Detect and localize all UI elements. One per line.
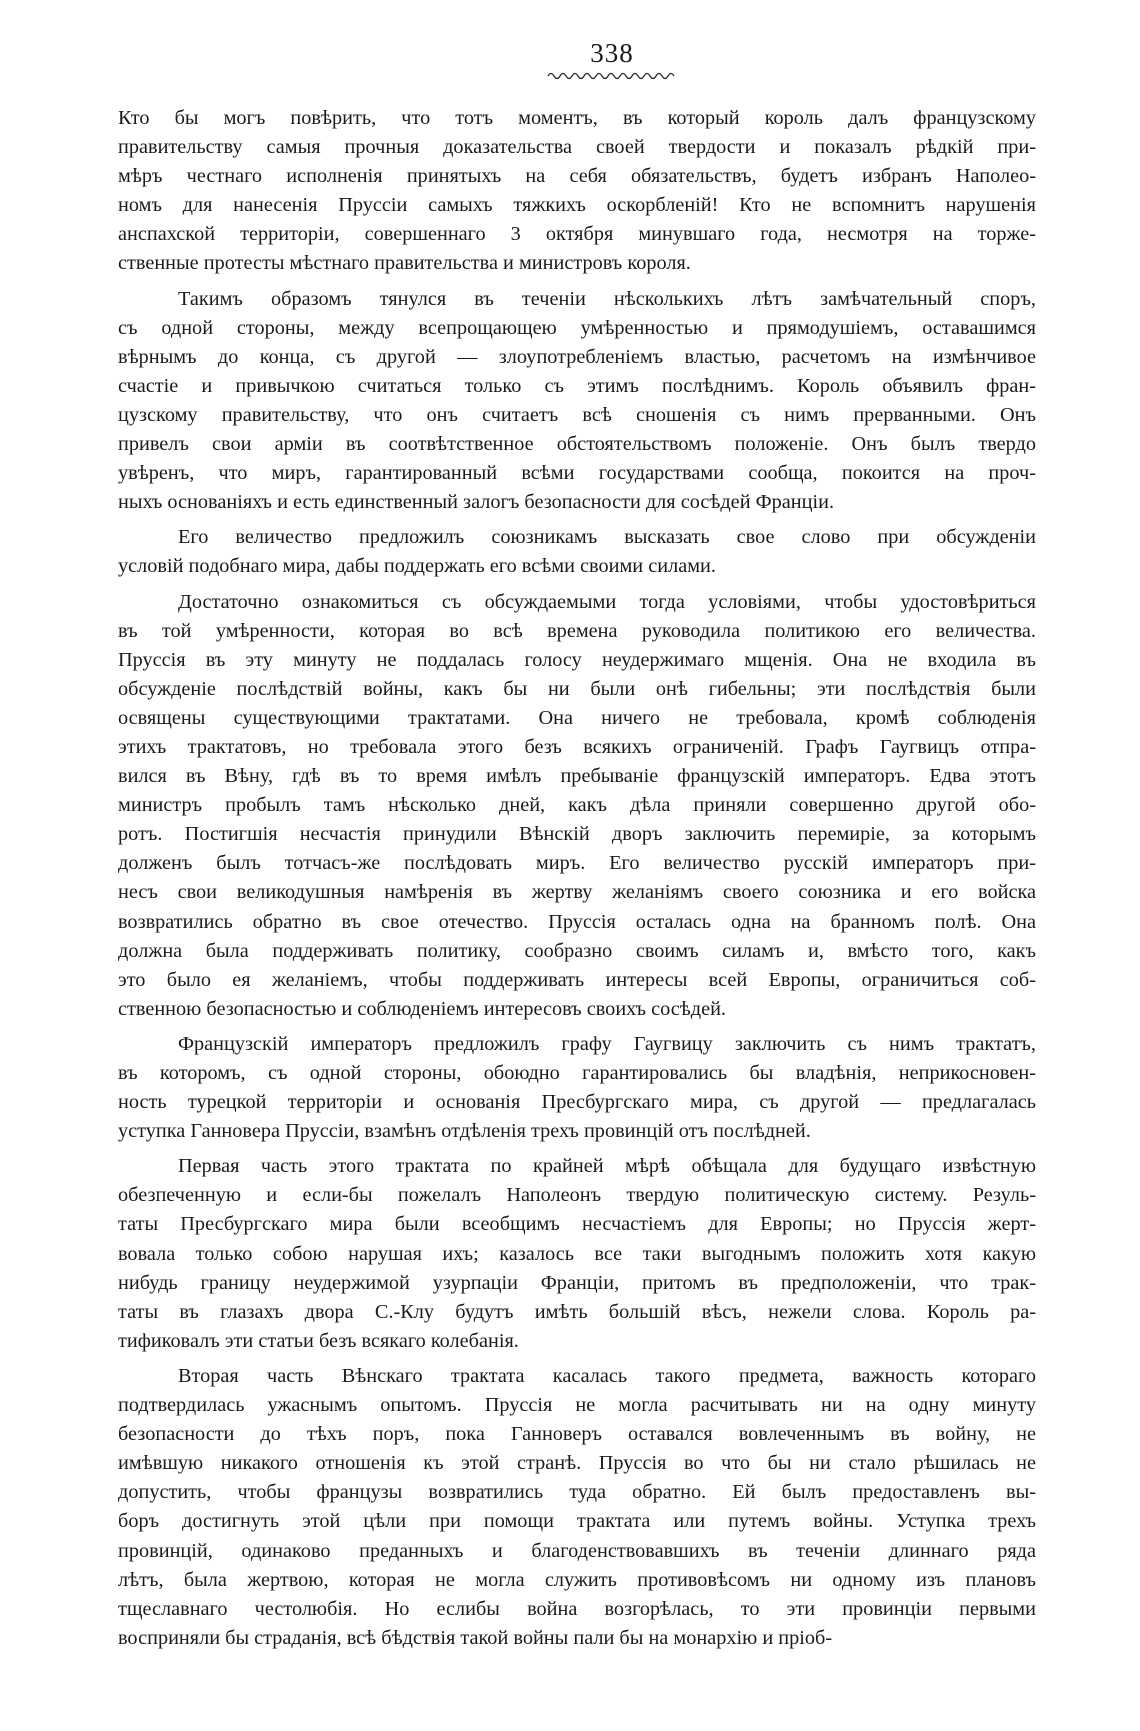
text-line: вовала только собою нарушая ихъ; казалось все таки выгоднымъ положить хотя какую — [118, 1242, 1036, 1265]
text-line: несъ свои великодушныя намѣренія въ жертву желаніямъ своего союзника и его войска — [118, 881, 1036, 904]
text-line: таты въ глазахъ двора С.-Клу будутъ имѣть большій вѣсъ, нежели слова. Король ра- — [118, 1300, 1036, 1323]
text-line: Пруссія въ эту минуту не поддалась голосу неудержимаго мщенія. Она не входила въ — [118, 648, 1036, 671]
text-line: Вторая часть Вѣнскаго трактата касалась такого предмета, важность котораго — [178, 1364, 1036, 1387]
text-line: въ той умѣренности, которая во всѣ времена руководила политикою его величества. — [118, 619, 1036, 642]
text-line: уступка Ганновера Пруссіи, взамѣнъ отдѣленія трехъ провинцій отъ послѣдней. — [118, 1120, 811, 1143]
text-line: ротъ. Постигшія несчастія принудили Вѣнскій дворъ заключить перемиріе, за которымъ — [118, 823, 1036, 846]
text-line: боръ достигнуть этой цѣли при помощи трактата или путемъ войны. Уступка трехъ — [118, 1510, 1036, 1533]
text-line: тщеславнаго честолюбія. Но еслибы война возгорѣлась, то эти провинціи первыми — [118, 1597, 1036, 1620]
text-line: обезпеченную и если-бы пожелалъ Наполеонъ твердую политическую систему. Резуль- — [118, 1184, 1036, 1207]
text-line: Французскій императоръ предложилъ графу Гаугвицу заключить съ нимъ трактатъ, — [178, 1032, 1036, 1055]
text-line: вѣрнымъ до конца, съ другой — злоупотребленіемъ властью, расчетомъ на измѣнчивое — [118, 345, 1036, 368]
text-line: подтвердилась ужаснымъ опытомъ. Пруссія не могла расчитывать ни на одну минуту — [118, 1394, 1036, 1417]
text-line: нибудь границу неудержимой узурпаціи Франціи, притомъ въ предположеніи, что трак- — [118, 1271, 1036, 1294]
text-line: тификовалъ эти статьи безъ всякаго колебанія. — [118, 1329, 519, 1352]
text-line: съ одной стороны, между всепрощающею умѣренностью и прямодушіемъ, оставашимся — [118, 316, 1036, 339]
text-line: привелъ свои арміи въ соотвѣтственное обстоятельствомъ положеніе. Онъ былъ твердо — [118, 433, 1036, 456]
text-line: обсужденіе послѣдствій войны, какъ бы ни были онѣ гибельны; эти послѣдствія были — [118, 677, 1036, 700]
text-line: таты Пресбургскаго мира были всеобщимъ несчастіемъ для Европы; но Пруссія жерт- — [118, 1213, 1036, 1236]
paragraph — [118, 104, 1036, 279]
paragraph — [118, 588, 1036, 1024]
text-line: восприняли бы страданія, всѣ бѣдствія такой войны пали бы на монархію и пріоб- — [118, 1626, 833, 1649]
text-line: министръ пробылъ тамъ нѣсколько дней, какъ дѣла приняли совершенно другой обо- — [118, 794, 1036, 817]
text-line: цузскому правительству, что онъ считаетъ всѣ сношенія съ нимъ прерванными. Онъ — [118, 403, 1036, 426]
text-line: вился въ Вѣну, гдѣ въ то время имѣлъ пребываніе французскій императоръ. Едва этотъ — [118, 765, 1036, 788]
text-line: должна была поддерживать политику, сообразно своимъ силамъ и, вмѣсто того, какъ — [118, 939, 1036, 962]
paragraph — [118, 1152, 1036, 1356]
text-line: Его величество предложилъ союзникамъ высказать свое слово при обсужденіи — [178, 526, 1036, 549]
wavy-ornament-icon — [546, 70, 678, 82]
text-line: Такимъ образомъ тянулся въ теченіи нѣсколькихъ лѣтъ замѣчательный споръ, — [178, 287, 1036, 310]
text-line: условій подобнаго мира, дабы поддержать его всѣми своими силами. — [118, 555, 716, 578]
text-line: номъ для нанесенія Пруссіи самыхъ тяжкихъ оскорбленій! Кто не вспомнитъ нарушенія — [118, 194, 1036, 217]
text-line: ность турецкой территоріи и основанія Пресбургскаго мира, съ другой — предлагалась — [118, 1091, 1036, 1114]
paragraph — [118, 1030, 1036, 1146]
text-line: мѣръ честнаго исполненія принятыхъ на себя обязательствъ, будетъ избранъ Наполео- — [118, 165, 1036, 188]
text-line: правительству самыя прочныя доказательства своей твердости и показалъ рѣдкій при- — [118, 136, 1036, 159]
text-line: долженъ былъ тотчасъ-же послѣдовать миръ. Его величество русскій императоръ при- — [118, 852, 1036, 875]
paragraph — [118, 523, 1036, 581]
text-line: возвратились обратно въ свое отечество. Пруссія осталась одна на бранномъ полѣ. Она — [118, 910, 1036, 933]
paragraph — [118, 285, 1036, 518]
text-line: ныхъ основаніяхъ и есть единственный залогъ безопасности для сосѣдей Франціи. — [118, 491, 835, 514]
document-page — [118, 38, 1036, 1718]
text-line: освящены существующими трактатами. Она ничего не требовала, кромѣ соблюденія — [118, 706, 1036, 729]
text-line: Достаточно ознакомиться съ обсуждаемыми тогда условіями, чтобы удостовѣриться — [178, 590, 1036, 613]
text-line: въ которомъ, съ одной стороны, обоюдно гарантировались бы владѣнія, неприкосновен- — [118, 1062, 1036, 1084]
text-line: ственною безопасностью и соблюденіемъ интересовъ своихъ сосѣдей. — [118, 997, 727, 1020]
text-line: анспахской территоріи, совершеннаго 3 октября минувшаго года, несмотря на торже- — [118, 223, 1036, 246]
text-line: Первая часть этого трактата по крайней мѣрѣ обѣщала для будущаго извѣстную — [178, 1155, 1036, 1178]
text-line: ственные протесты мѣстнаго правительства и министровъ короля. — [118, 252, 691, 275]
text-line: безопасности до тѣхъ поръ, пока Ганноверъ оставался вовлеченнымъ въ войну, не — [118, 1423, 1036, 1446]
text-line: счастіе и привычкою считаться только съ этимъ послѣднимъ. Король объявилъ фран- — [118, 374, 1036, 397]
body-text — [118, 104, 1036, 1653]
text-line: это было ея желаніемъ, чтобы поддерживать интересы всей Европы, ограничиться соб- — [118, 968, 1036, 991]
text-line: провинцій, одинаково преданныхъ и благоденствовавшихъ въ теченіи длиннаго ряда — [118, 1539, 1036, 1562]
page-number: 338 — [590, 38, 634, 68]
text-line: этихъ трактатовъ, но требовала этого безъ всякихъ ограниченій. Графъ Гаугвицъ отпра- — [118, 735, 1036, 758]
paragraph — [118, 1362, 1036, 1653]
text-line: имѣвшую никакого отношенія къ этой странѣ. Пруссія во что бы ни стало рѣшилась не — [118, 1452, 1036, 1475]
text-line: лѣтъ, была жертвою, которая не могла служить противовѣсомъ ни одному изъ плановъ — [118, 1568, 1036, 1591]
text-line: допустить, чтобы французы возвратились туда обратно. Ей былъ предоставленъ вы- — [118, 1481, 1036, 1504]
text-line: Кто бы могъ повѣрить, что тотъ моментъ, въ который король далъ французскому — [118, 107, 1036, 129]
text-line: увѣренъ, что миръ, гарантированный всѣми государствами сообща, покоится на проч- — [118, 462, 1036, 485]
